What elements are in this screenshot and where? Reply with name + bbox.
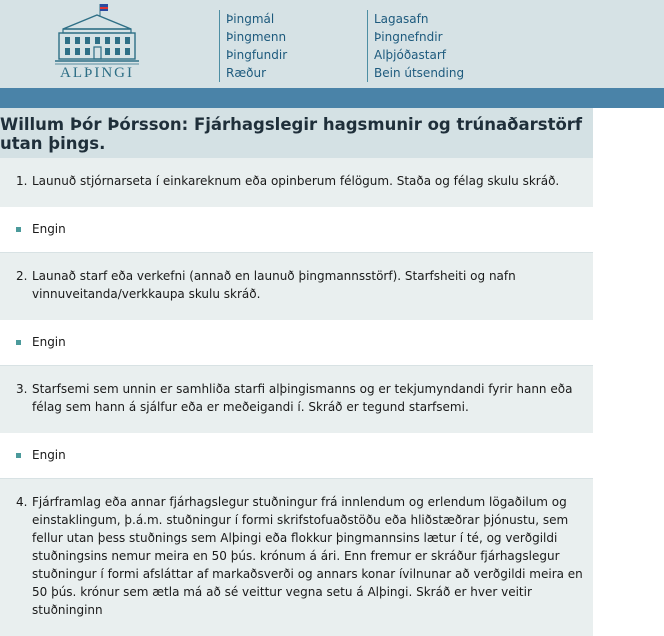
nav-column-2: [367, 10, 464, 82]
answer-row: [0, 433, 593, 479]
answer-text: Engin: [32, 335, 66, 349]
main-content: [0, 108, 593, 622]
question-text: Launað starf eða verkefni (annað en launuð þingmannsstörf). Starfsheiti og nafn vinnuveitanda/verkkaupa skulu skráð.: [32, 269, 516, 301]
question-text: Fjárframlag eða annar fjárhagslegur stuðningur frá innlendum og erlendum lögaðilum og einstaklingum, þ.á.m. stuðningur í formi skrifstofuaðstöðu eða hliðstæðrar þjónustu, sem fellur utan þess stuðnings sem Alþingi eða flokkur þingmannsins lætur í té, og verðgildi stuðningsins nemur meira en 50 þús. krónum á ári. Enn fremur er skráður fjárhagslegur stuðningur í formi afsláttar af markaðsverði og annars konar ívilnunar að verðgildi meira en 50 þús. krónur sem ætla má að sé veittur vegna setu á Alþingi. Skráð er hver veitir stuðninginn: [32, 495, 583, 617]
question-number: 3.: [16, 382, 28, 396]
nav-link-þingmenn[interactable]: Þingmenn: [226, 30, 287, 44]
alþingi-logo[interactable]: [53, 3, 141, 83]
nav-column-1: [219, 10, 287, 82]
nav-link-bein-utsending[interactable]: Bein útsending: [374, 66, 465, 80]
answer-text: Engin: [32, 222, 66, 236]
logo-text: ALÞINGI: [60, 65, 134, 81]
bullet-icon: [16, 340, 21, 345]
answer-row: [0, 320, 593, 366]
nav-link-lagasafn[interactable]: Lagasafn: [374, 12, 429, 26]
blue-divider-bar: [0, 88, 664, 108]
nav-link-þingnefndir[interactable]: Þingnefndir: [374, 30, 443, 44]
question-number: 4.: [16, 495, 28, 509]
bullet-icon: [16, 227, 21, 232]
question-row: [0, 253, 593, 320]
nav-link-þingfundir[interactable]: Þingfundir: [226, 48, 288, 62]
nav-link-ræður[interactable]: Ræður: [226, 66, 267, 80]
bullet-icon: [16, 453, 21, 458]
answer-text: Engin: [32, 448, 66, 462]
answer-row: [0, 207, 593, 253]
question-number: 1.: [16, 174, 28, 188]
question-text: Launuð stjórnarseta í einkareknum eða opinberum félögum. Staða og félag skulu skráð.: [32, 174, 560, 188]
question-text: Starfsemi sem unnin er samhliða starfi alþingismanns og er tekjumyndandi fyrir hann eða félag sem hann á sjálfur eða er meðeigandi í. Skráð er tegund starfsemi.: [32, 382, 573, 414]
nav-link-alþjóðastarf[interactable]: Alþjóðastarf: [374, 48, 446, 62]
question-row: [0, 479, 593, 636]
question-row: [0, 366, 593, 433]
question-row: [0, 158, 593, 207]
nav-link-þingmál[interactable]: Þingmál: [226, 12, 275, 26]
page-title: Willum Þór Þórsson: Fjárhagslegir hagsmunir og trúnaðarstörf utan þings.: [0, 108, 593, 158]
question-number: 2.: [16, 269, 28, 283]
site-header: [0, 0, 664, 88]
parliament-building-icon: [53, 3, 141, 67]
